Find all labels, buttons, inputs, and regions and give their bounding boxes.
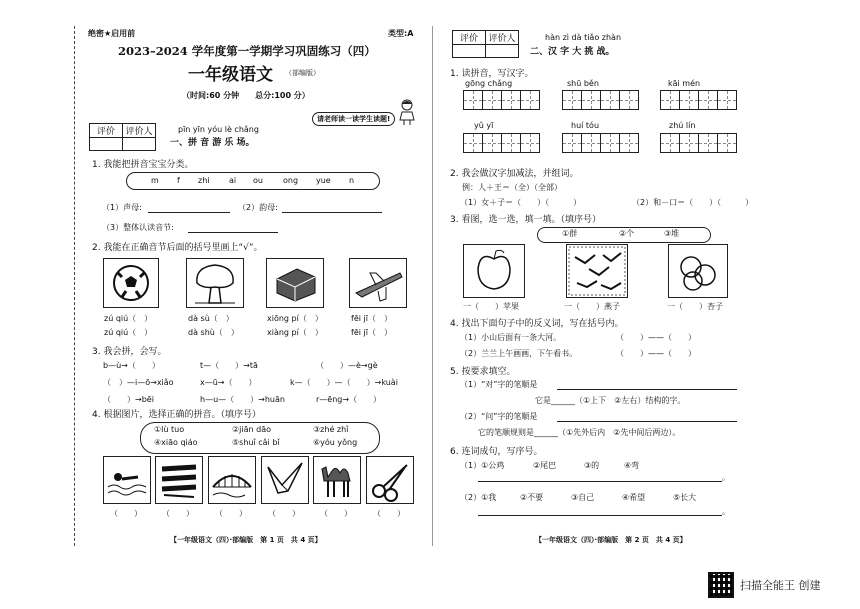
answer-line[interactable] (478, 515, 722, 516)
section2-title: 二、汉 字 大 挑 战。 (530, 47, 615, 57)
r-q4-prompt: 4. 找出下面句子中的反义词，写在括号内。 (450, 319, 624, 329)
r-q4-answer[interactable]: （ ）——（ ） (616, 349, 696, 358)
eraser-picture (266, 258, 324, 308)
writing-grid[interactable] (463, 133, 539, 153)
r-q1-pinyin: kāi mén (668, 79, 701, 88)
q1-letter: zhi (198, 176, 210, 185)
writing-grid[interactable] (660, 133, 736, 153)
watercolor-pens-picture (155, 456, 203, 504)
writing-grid[interactable] (562, 90, 638, 110)
r-q5-b: （2）“问”字的笔顺是 (460, 412, 538, 421)
score-head: 评价人 (486, 31, 519, 45)
q3-item[interactable]: b—ù→（ ） (103, 361, 160, 370)
q1-letter: ai (229, 176, 237, 185)
answer-line[interactable] (188, 232, 278, 233)
q4-option: ①lù tuo (154, 425, 185, 434)
swallows-picture (566, 244, 628, 298)
r-q1-pinyin: huí tóu (571, 121, 600, 130)
r-q6-word: ②不要 (520, 493, 544, 502)
r-q2-example: 例：人＋王＝（全）（全部） (462, 183, 562, 192)
score-head: 评价人 (123, 124, 156, 138)
q4-blank[interactable]: （ ） (215, 509, 247, 518)
score-cell[interactable] (123, 138, 156, 151)
q3-prompt: 3. 我会拼，会写。 (92, 347, 167, 357)
r-q6-word: ②尾巴 (533, 461, 557, 470)
r-q2-item[interactable]: （2）和－口＝（ ）（ ） (632, 198, 754, 207)
r-q3-option: ②个 (619, 229, 635, 238)
q3-item[interactable]: k—（ ）—（ ）→kuài (290, 378, 398, 387)
q3-item[interactable]: （ ）→bēi (103, 395, 154, 404)
q4-blank[interactable]: （ ） (268, 509, 300, 518)
period-mark: 。 (722, 507, 730, 516)
r-q3-prompt: 3. 看图，选一选，填一填。（填序号） (450, 215, 601, 225)
q2-prompt: 2. 我能在正确音节后面的括号里画上“√”。 (92, 243, 263, 253)
tree-picture (186, 258, 244, 308)
watermark-text: 扫描全能王 创建 (740, 579, 821, 592)
q2-option[interactable]: dà shù（ ） (188, 328, 239, 337)
q1-letter: yue (316, 176, 331, 185)
q3-item[interactable]: t—（ ）→tā (200, 361, 258, 370)
r-q6-word: ⑤长大 (673, 493, 697, 502)
q1-prompt: 1. 我能把拼音宝宝分类。 (92, 160, 194, 170)
q1-sub2: （2）韵母: (238, 203, 278, 212)
r-q4-item: （1）小山后面有一条大河。 (460, 333, 562, 342)
r-q1-pinyin: shū běn (567, 79, 599, 88)
q3-item[interactable]: r—ēng→（ ） (316, 395, 382, 404)
r-q5-b2: 它的笔顺规则是______（①先外后内 ②先中间后两边）。 (478, 428, 681, 437)
r-q5-a2: 它是______（①上下 ②左右）结构的字。 (535, 396, 686, 405)
section2-pinyin: hàn zì dà tiǎo zhàn (545, 33, 622, 42)
score-head: 评价 (90, 124, 123, 138)
q4-blank[interactable]: （ ） (162, 509, 194, 518)
q3-item[interactable]: x—ū→（ ） (200, 378, 257, 387)
q3-item[interactable]: h—u—（ ）→huān (200, 395, 285, 404)
r-q2-prompt: 2. 我会做汉字加减法，并组词。 (450, 169, 579, 179)
r-q6-word: ③自己 (571, 493, 595, 502)
q4-option: ⑤shuǐ cǎi bǐ (232, 438, 280, 447)
answer-line[interactable] (478, 481, 722, 482)
q4-blank[interactable]: （ ） (110, 509, 142, 518)
answer-line[interactable] (282, 212, 382, 213)
r-q4-item: （2）兰兰上午画画，下午看书。 (460, 349, 578, 358)
score-cell[interactable] (453, 45, 486, 58)
camel-picture (313, 456, 361, 504)
q4-option: ④xiāo qiáo (154, 438, 198, 447)
page-fold-line (432, 26, 433, 546)
r-q6-word: ④希望 (622, 493, 646, 502)
r-q6-word: （1）①公鸡 (460, 461, 505, 470)
q4-option: ②jiān dāo (232, 425, 272, 434)
period-mark: 。 (722, 473, 730, 482)
score-head: 评价 (453, 31, 486, 45)
answer-line[interactable] (148, 212, 230, 213)
r-q6-prompt: 6. 连词成句，写序号。 (450, 447, 543, 457)
tip-bubble: 请老师读一读学生读题! (312, 112, 395, 126)
q2-option[interactable]: xiàng pí（ ） (267, 328, 323, 337)
q4-blank[interactable]: （ ） (320, 509, 352, 518)
q1-letter: ong (283, 176, 299, 185)
page-footer-left: 【一年级语文（四）·部编版 第 1 页 共 4 页】 (170, 536, 322, 544)
score-table-right (452, 30, 519, 58)
r-q5-prompt: 5. 按要求填空。 (450, 367, 516, 377)
edition-label: （部编版） (285, 69, 320, 77)
r-q4-answer[interactable]: （ ）——（ ） (616, 333, 696, 342)
q1-letter: ou (253, 176, 263, 185)
score-table-left (89, 123, 156, 151)
section1-title: 一、拼 音 游 乐 场。 (170, 138, 255, 148)
girl-illustration (396, 98, 418, 126)
time-info: （时间:60 分钟 总分:100 分） (182, 91, 310, 100)
r-q1-prompt: 1. 读拼音，写汉字。 (450, 69, 534, 79)
score-cell[interactable] (486, 45, 519, 58)
r-q3-option: ③堆 (664, 229, 680, 238)
q4-prompt: 4. 根据图片，选择正确的拼音。（填序号） (92, 410, 261, 420)
r-q3-item[interactable]: 一（ ）燕子 (564, 302, 620, 311)
q4-option: ③zhé zhǐ (313, 425, 349, 434)
r-q3-item[interactable]: 一（ ）苹果 (463, 302, 519, 311)
q2-option[interactable]: fēi jī（ ） (351, 328, 392, 337)
exam-heading: 2023–2024 学年度第一学期学习巩固练习（四） (118, 44, 376, 58)
q1-sub3: （3）整体认读音节: (102, 223, 174, 232)
bridge-picture (208, 456, 256, 504)
r-q3-option: ①群 (562, 229, 578, 238)
r-q3-item[interactable]: 一（ ）杏子 (667, 302, 723, 311)
q2-option[interactable]: zú qiú（ ） (104, 314, 153, 323)
q2-option[interactable]: fēi jī（ ） (351, 314, 392, 323)
r-q1-pinyin: gōng chǎng (465, 79, 513, 88)
q2-option[interactable]: dà sù（ ） (188, 314, 234, 323)
section1-pinyin: pīn yīn yóu lè chǎng (178, 125, 259, 134)
q1-letter: m (151, 176, 159, 185)
score-cell[interactable] (90, 138, 123, 151)
q4-blank[interactable]: （ ） (373, 509, 405, 518)
swimming-picture (103, 456, 151, 504)
q1-letter: f (177, 176, 180, 185)
binding-margin-line (74, 26, 75, 546)
answer-line[interactable] (557, 421, 737, 422)
scissors-picture (366, 456, 414, 504)
type-label: 类型:A (388, 29, 414, 38)
writing-grid[interactable] (562, 133, 638, 153)
writing-grid[interactable] (660, 90, 736, 110)
r-q2-item[interactable]: （1）女＋子＝（ ）（ ） (460, 198, 582, 207)
q1-letter: n (349, 176, 355, 185)
q3-item[interactable]: （ ）—è→gè (316, 361, 378, 370)
r-q5-a: （1）“对”字的笔顺是 (460, 380, 538, 389)
q2-option[interactable]: zú qiú（ ） (104, 328, 153, 337)
r-q1-pinyin: zhú lín (669, 121, 696, 130)
r-q6-word: ③的 (584, 461, 600, 470)
apricots-picture (668, 244, 728, 298)
q2-option[interactable]: xiōng pí（ ） (267, 314, 323, 323)
apple-picture (463, 244, 525, 298)
r-q6-word: （2）①我 (460, 493, 497, 502)
airplane-picture (349, 258, 407, 308)
soccer-ball-picture (103, 258, 159, 308)
answer-line[interactable] (557, 389, 737, 390)
q4-option: ⑥yóu yǒng (313, 438, 358, 447)
r-q6-word: ④弯 (624, 461, 640, 470)
r-q1-pinyin: yǔ yī (474, 121, 494, 130)
paper-crane-picture (261, 456, 309, 504)
qr-code-icon (708, 572, 734, 598)
writing-grid[interactable] (463, 90, 539, 110)
q1-sub1: （1）声母: (102, 203, 142, 212)
page-footer-right: 【一年级语文（四）·部编版 第 2 页 共 4 页】 (535, 536, 687, 544)
secret-label: 绝密★启用前 (88, 29, 136, 38)
q3-item[interactable]: （ ）—i—ō→xiǎo (103, 378, 174, 387)
subject-title: 一年级语文 (188, 65, 273, 85)
